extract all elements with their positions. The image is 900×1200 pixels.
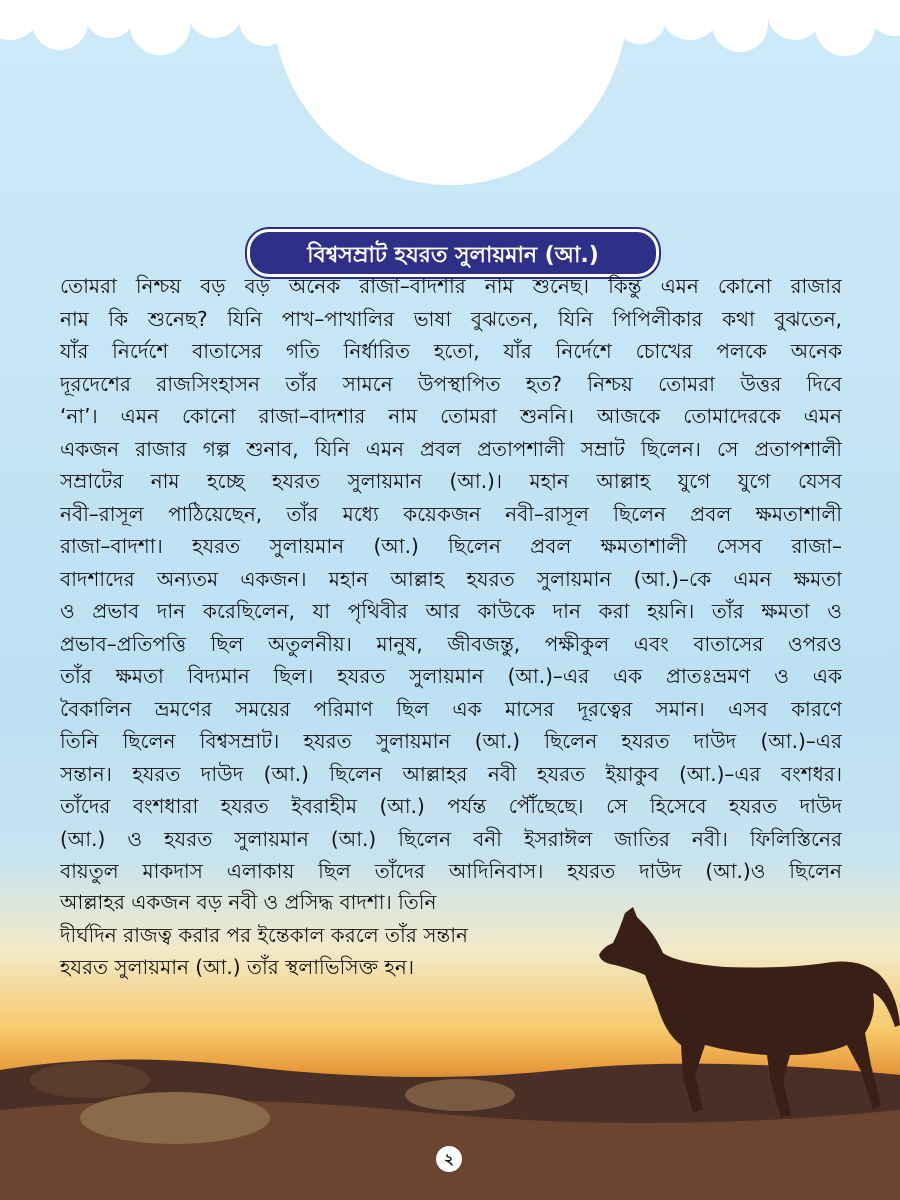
story-paragraph: [60, 270, 842, 888]
text-line: বায়তুল মাকদাস এলাকায় ছিল তাঁদের আদিনিবাস। হযরত দাউদ (আ.)ও ছিলেন: [60, 859, 842, 883]
text-line: বৈকালিন ভ্রমণের সময়ের পরিমাণ ছিল এক মাসের দূরত্বের সমান। এসব কারণে: [60, 696, 842, 721]
text-line: আল্লাহর একজন বড় নবী ও প্রসিদ্ধ বাদশা। তিনি: [60, 890, 437, 914]
text-line: তিনি ছিলেন বিশ্বসম্রাট। হযরত সুলায়মান (আ.) ছিলেন হযরত দাউদ (আ.)–এর: [60, 729, 842, 753]
text-line: (আ.) ও হযরত সুলায়মান (আ.) ছিলেন বনী ইসরাঈল জাতির নবী। ফিলিস্তিনের: [60, 826, 842, 851]
text-line: হযরত সুলায়মান (আ.) তাঁর স্থলাভিসিক্ত হন।: [60, 955, 414, 979]
text-line: সম্রাটের নাম হচ্ছে হযরত সুলায়মান (আ.)। মহান আল্লাহ যুগে যুগে যেসব: [60, 469, 842, 493]
story-paragraph-tail: [60, 886, 560, 984]
text-line: দূরদেশের রাজসিংহাসন তাঁর সামনে উপস্থাপিত হত? নিশ্চয় তোমরা উত্তর দিবে: [60, 371, 842, 396]
text-line: নবী–রাসূল পাঠিয়েছেন, তাঁর মধ্যে কয়েকজন নবী–রাসূল ছিলেন প্রবল ক্ষমতাশালী: [60, 501, 842, 526]
text-line: প্রভাব–প্রতিপত্তি ছিল অতুলনীয়। মানুষ, জীবজন্তু, পক্ষীকুল এবং বাতাসের ওপরও: [60, 631, 842, 656]
horse-silhouette: [585, 905, 900, 1135]
text-line: একজন রাজার গল্প শুনাব, যিনি এমন প্রবল প্রতাপশালী সম্রাট ছিলেন। সে প্রতাপশালী: [60, 436, 842, 461]
text-line: সন্তান। হযরত দাউদ (আ.) ছিলেন আল্লাহর নবী হযরত ইয়াকুব (আ.)–এর বংশধর।: [60, 761, 842, 786]
page-title: বিশ্বসম্রাট হযরত সুলায়মান (আ.): [307, 243, 599, 268]
text-line: তোমরা নিশ্চয় বড় বড় অনেক রাজা–বাদশার নাম শুনেছ। কিন্তু এমন কোনো রাজার: [60, 274, 842, 298]
text-line: রাজা–বাদশা। হযরত সুলায়মান (আ.) ছিলেন প্রবল ক্ষমতাশালী সেসব রাজা–: [60, 534, 842, 558]
page-number: ২: [436, 1146, 462, 1172]
text-line: দীর্ঘদিন রাজত্ব করার পর ইন্তেকাল করলে তাঁর সন্তান: [60, 922, 468, 947]
text-line: ‘না’। এমন কোনো রাজা–বাদশার নাম তোমরা শুননি। আজকে তোমাদেরকে এমন: [60, 404, 842, 428]
text-line: নাম কি শুনেছ? যিনি পাখ–পাখালির ভাষা বুঝতেন, যিনি পিপিলীকার কথা বুঝতেন,: [60, 306, 842, 331]
text-line: যাঁর নির্দেশে বাতাসের গতি নির্ধারিত হতো, যাঁর নির্দেশে চোখের পলকে অনেক: [60, 339, 842, 363]
text-line: তাঁর ক্ষমতা বিদ্যমান ছিল। হযরত সুলায়মান (আ.)–এর এক প্রাতঃভ্রমণ ও এক: [60, 664, 842, 688]
text-line: বাদশাদের অন্যতম একজন। মহান আল্লাহ হযরত সুলায়মান (আ.)–কে এমন ক্ষমতা: [60, 566, 842, 591]
text-line: তাঁদের বংশধারা হযরত ইবরাহীম (আ.) পর্যন্ত পৌঁছেছে। সে হিসেবে হযরত দাউদ: [60, 794, 842, 818]
text-line: ও প্রভাব দান করেছিলেন, যা পৃথিবীর আর কাউকে দান করা হয়নি। তাঁর ক্ষমতা ও: [60, 599, 842, 623]
